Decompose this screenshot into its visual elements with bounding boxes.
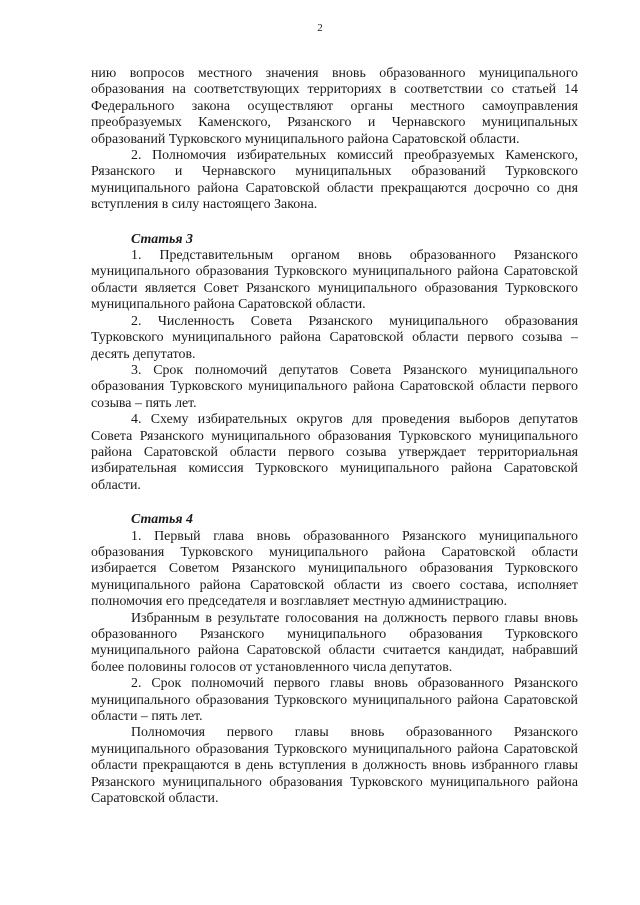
- article-3-heading: Статья 3: [131, 231, 193, 247]
- page-number: 2: [317, 22, 323, 34]
- article-4-item-2-continuation: Полномочия первого главы вновь образованного Рязанского муниципального образования Турковского муниципального района Саратовской области прекращаются в день вступления в должность вновь избранного главы Рязанского муниципального образования Турковского муниципального района Саратовской области.: [91, 725, 578, 807]
- article-3-item-3: 3. Срок полномочий депутатов Совета Рязанского муниципального образования Турковского муниципального района Саратовской области первого созыва – пять лет.: [91, 362, 578, 411]
- article-4-heading: Статья 4: [131, 512, 193, 528]
- article-4-item-2: 2. Срок полномочий первого главы вновь образованного Рязанского муниципального образования Турковского муниципального района Саратовской области – пять лет.: [91, 676, 578, 725]
- document-body: [91, 66, 578, 807]
- article-3-item-1: 1. Представительным органом вновь образованного Рязанского муниципального образования Турковского муниципального района Саратовской области является Совет Рязанского муниципального образования Турковского муниципального района Саратовской области.: [91, 248, 578, 313]
- article-4-item-1-continuation: Избранным в результате голосования на должность первого главы вновь образованного Рязанского муниципального образования Турковского муниципального района Саратовской области считается кандидат, набравший более половины голосов от установленного числа депутатов.: [91, 610, 578, 675]
- paragraph-item-2: 2. Полномочия избирательных комиссий преобразуемых Каменского, Рязанского и Чернавского муниципальных образований Турковского муниципального района Саратовской области прекращаются досрочно со дня вступления в силу настоящего Закона.: [91, 148, 578, 213]
- article-3-item-4: 4. Схему избирательных округов для проведения выборов депутатов Совета Рязанского муниципального образования Турковского муниципального района Саратовской области первого созыва утверждает территориальная избирательная комиссия Турковского муниципального района Саратовской области.: [91, 412, 578, 493]
- article-3-item-2: 2. Численность Совета Рязанского муниципального образования Турковского муниципального района Саратовской области первого созыва – десять депутатов.: [91, 313, 578, 362]
- article-4-item-1: 1. Первый глава вновь образованного Рязанского муниципального образования Турковского муниципального района Саратовской области избирается Советом Рязанского муниципального образования Турковского муниципального района Саратовской области из своего состава, исполняет полномочия его председателя и возглавляет местную администрацию.: [91, 528, 578, 610]
- paragraph-continuation: нию вопросов местного значения вновь образованного муниципального образования на соответствующих территориях в соответствии со статьей 14 Федерального закона осуществляют органы местного самоуправления преобразуемых Каменского, Рязанского и Чернавского муниципальных образований Турковского муниципального района Саратовской области.: [91, 66, 578, 147]
